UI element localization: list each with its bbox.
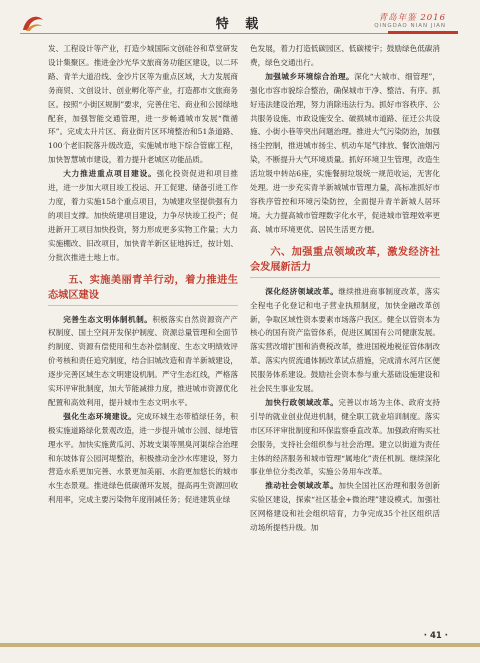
paragraph [250,396,440,479]
yearbook-title-en: QINGDAO NIAN JIAN [374,23,446,29]
paragraph-body: 强化投资促进和项目推进，进一步加大项目竣工投运、开工促建、储备引进工作力度，着力实施158个重点项目，为城建攻坚提供强有力的项目支撑。加快统建项目建设，力争尽快竣工投产；促进新开工项目加快投资，努力形成更多实物工作量；大力实施棚改、旧改项目，加快青羊新区征地拆迁，按计划、分批次推进土地上市。 [48,169,238,262]
paragraph-lead: 加快行政领域改革。 [265,397,339,407]
paragraph-lead: 完善生态文明体制机制。 [63,314,153,324]
section-heading: 六、加强重点领域改革，激发经济社会发展新活力 [250,245,440,278]
page-header [0,0,480,40]
paragraph [250,285,440,396]
paragraph [48,313,238,410]
paragraph [250,479,440,535]
section-title: 特 载 [215,17,265,32]
yearbook-title: 青岛年鉴 2016 [378,13,446,23]
paragraph-body: 完善以市场为主体、政府支持引导的就业创业促进机制，健全职工就业培训制度。落实市区环评审批制度和环保监察垂直改革。加强政府购买社会服务，支持社会组织参与社会治理。建立以街道为责任主体的经济服务和城市管理“属地化”责任机制。继续深化事业单位分类改革，实施公务用车改革。 [250,397,441,477]
header-accent-rule [388,31,458,34]
paragraph-lead: 推动社会领域改革。 [265,481,339,491]
section-heading: 五、实施美丽青羊行动，着力推进生态城区建设 [48,273,238,306]
paragraph-lead: 深化经济领域改革。 [265,286,339,296]
paragraph-body: 积极落实自然资源资产产权制度、国土空间开发保护制度、资源总量管理和全面节约制度、资源有偿使用和生态补偿制度、生态文明绩效评价考核和责任追究制度，结合旧城改造和青羊新城建设，逐步完善区域生态文明建设机制。严守生态红线，严格落实环评审批制度，加大节能减排力度，推进城市资源优化配置和高效利用，提升城市生态文明水平。 [48,314,238,407]
paragraph [250,70,440,237]
paragraph-lead: 强化生态环境建设。 [63,411,137,421]
paragraph [48,167,238,264]
paragraph-lead: 大力推进重点项目建设。 [63,169,157,179]
paragraph: 色发展，着力打造低碳园区、低碳楼宇；鼓励绿色低碳消费，绿色交通出行。 [250,44,440,67]
paragraph-body: 继续推进商事制度改革，落实全程电子化登记和电子营业执照制度，加快金融改革创新，争取区域性资本要素市场落户我区。健全以管资本为核心的国有资产监管体系，促进区属国有公司健康发展。落实营改增扩围和消费税改革，推进国税地税征管体制改革。落实内贸流通体制改革试点措施，完成清水河片区便民服务体系建设。鼓励社会资本参与重大基础设施建设和社会民生事业发展。 [250,286,441,394]
paragraph-body: 加快全国社区治理和服务创新实验区建设，探索“社区基金+微治理”建设模式。加强社区网格建设和社会组织培育，力争完成35个社区组织活动场所提档升级。加 [250,481,441,533]
paragraph [48,410,238,507]
paragraph: 发、工程设计等产业，打造少城国际文创硅谷和草堂研发设计集聚区。推进金沙光华文旅商务功能区建设，以二环路、青羊大道沿线、金沙片区等为重点区域，大力发展商务商贸、文创设计、创业孵化等产业，打造都市文旅商务区。按照“小街区规制”要求，完善住宅、商业和公园绿地配套，加强智能交通管理，进一步畅通城市发展“微循环”。完成太升片区、商业街片区环境整治和51条道路、100个老旧院落升级改造，实施城市地下综合管廊工程，加快智慧城市建设，着力提升老城区功能品质。 [48,44,239,165]
paragraph-body: 完成环城生态带植绿任务，积极实施道路绿化景观改造，进一步提升城市公园、绿地管理水平。加快实施黄瓜河、苏坡支渠等黑臭河渠综合治理和东坡体育公园河堤整治，积极推动金沙水库建设，努力营造水系更加完善、水景更加美丽、水韵更加悠长的城市水生态景观。推进绿色低碳循环发展，提高再生资源回收利用率，完成主要污染物年度削减任务；促进建筑业绿 [48,411,239,505]
paragraph-body: 深化“大城市、细管理”，强化市容市貌综合整治，确保城市干净、整洁、有序。抓好违法建设治理，努力消除违法行为。抓好市容秩序、公共服务设施、市政设施安全、破损城市道路、征迁公共设施、小街小巷等突出问题治理。推进大气污染防治，加强扬尘控制，推进城市扬尘、机动车尾气排放、餐饮油烟污染，不断提升大气环境质量。抓好环境卫生管理，改造生活垃圾中转站6座，实施餐厨垃圾统一规范收运，无害化处理。进一步充实青羊新城城市管理力量，高标准抓好市容秩序管控和环境污染防控，全面提升青羊新城人居环境。大力提高城市管理数字化水平，促进城市管理效率更高、城市环境更优、居民生活更方便。 [250,71,440,234]
left-column [48,42,238,507]
right-column [250,42,440,535]
paragraph-lead: 加强城乡环境综合治理。 [265,71,355,81]
page-number: · 41 · [423,631,448,641]
footer-band [0,643,480,647]
